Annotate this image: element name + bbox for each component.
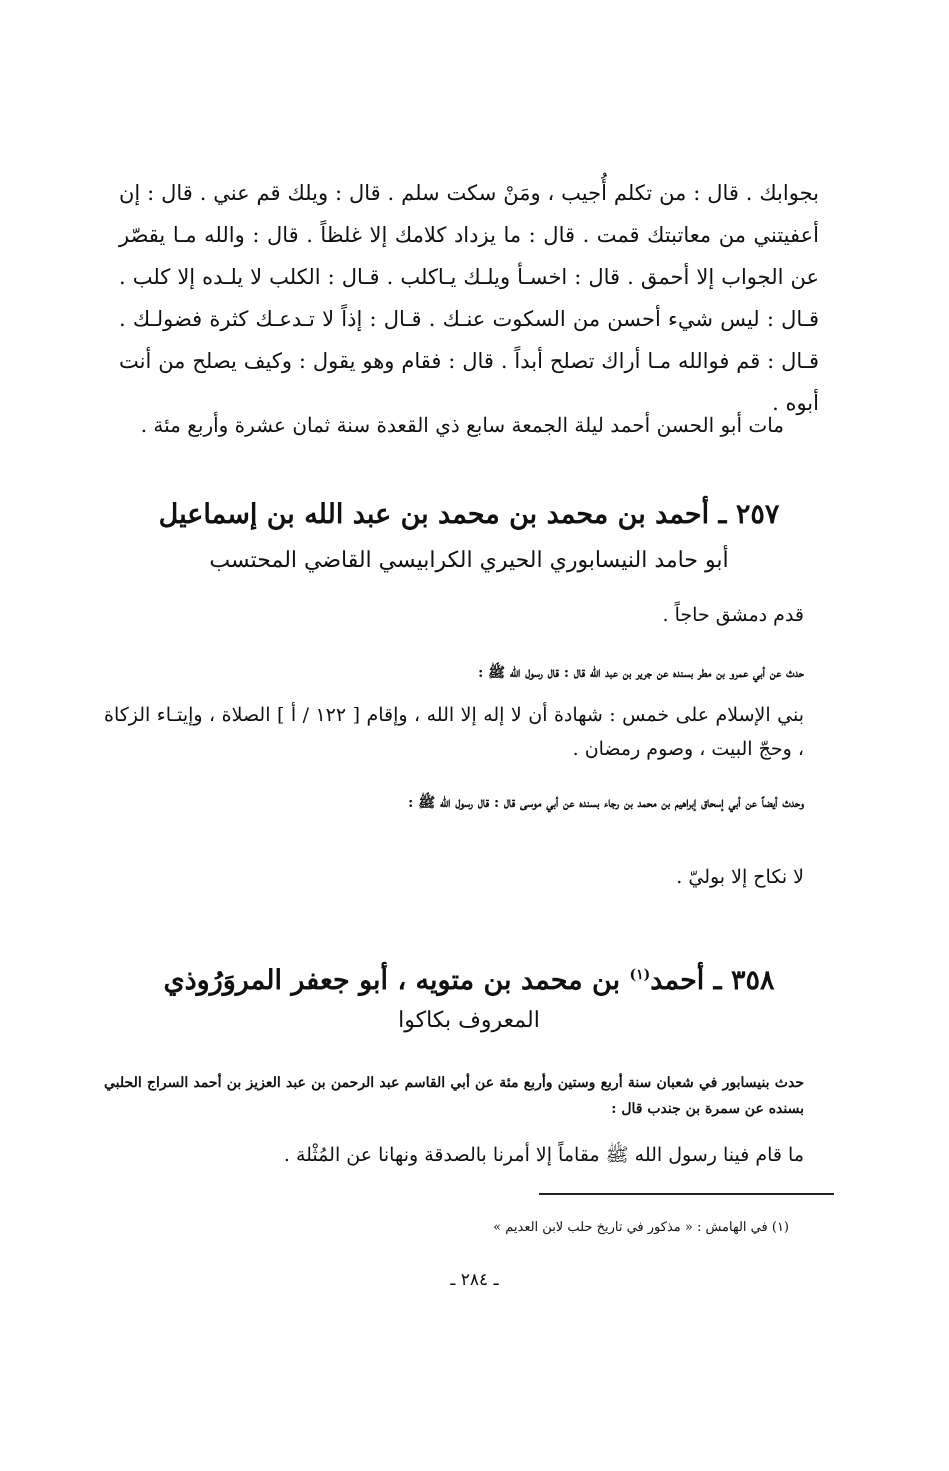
entry-358-title-end: بن محمد بن متويه ، أبو جعفر المروَرُوذي bbox=[163, 965, 630, 996]
entry-257-title: ٢٥٧ ـ أحمد بن محمد بن محمد بن عبد الله بن إسماعيل bbox=[158, 499, 780, 530]
page-number: ـ ٢٨٤ ـ bbox=[450, 1270, 499, 1290]
entry-257-note: قدم دمشق حاجاً . bbox=[662, 604, 804, 626]
entry-358-title-start: ٣٥٨ ـ أحمد bbox=[650, 965, 775, 996]
death-note: مات أبو الحسن أحمد ليلة الجمعة سابع ذي القعدة سنة ثمان عشرة وأربع مئة . bbox=[140, 413, 784, 437]
intro-paragraph: بجوابك . قال : من تكلم أُجيب ، ومَنْ سكت سلم . قال : ويلك قم عني . قال : إن أعفيتني من معاتبتك قمت . قال : ما يزداد كلامك إلا غلظاً . قال : والله مـا يقصّر عن الجواب إلا أحمق . قال : اخسـأ ويلـك يـاكلب . قـال : الكلب لا يلـده إلا كلب . قـال : ليس شيء أحسن من السكوت عنـك . قـال : إذاً لا تـدعـك كثرة فضولـك . قـال : قم فوالله مـا أراك تصلح أبداً . قال : فقام وهو يقول : وكيف يصلح من أنت أبوه . bbox=[119, 181, 819, 415]
footnote-divider bbox=[539, 1193, 834, 1195]
entry-358-isnad: حدث بنيسابور في شعبان سنة أربع وستين وأربع مئة عن أبي القاسم عبد الرحمن بن عبد العزيز بن أحمد السراج الحلبي بسنده عن سمرة بن جندب قال : bbox=[104, 1075, 804, 1117]
entry-358-subtitle: المعروف بكاكوا bbox=[398, 1008, 540, 1033]
entry-358-hadith: ما قام فينا رسول الله ﷺ مقاماً إلا أمرنا بالصدقة ونهانا عن المُثْلة . bbox=[283, 1144, 804, 1166]
footnote-marker: (١) bbox=[629, 967, 651, 983]
footnote: (١) في الهامش : « مذكور في تاريخ حلب لابن العديم » bbox=[493, 1220, 789, 1235]
entry-257-subtitle: أبو حامد النيسابوري الحيري الكرابيسي القاضي المحتسب bbox=[209, 548, 729, 573]
entry-257-isnad-2: وحدث أيضاً عن أبي إسحاق إبراهيم بن محمد بن رجاء بسنده عن أبي موسى قال : قال رسول الله ﷺ : bbox=[408, 795, 804, 811]
entry-257-isnad-1: حدث عن أبي عمرو بن مطر بسنده عن جرير بن عبد الله قال : قال رسول الله ﷺ : bbox=[478, 665, 804, 681]
entry-257-hadith-2: لا نكاح إلا بوليّ . bbox=[676, 866, 804, 888]
entry-358-title bbox=[119, 955, 819, 1001]
entry-257-hadith-1: بني الإسلام على خمس : شهادة أن لا إله إلا الله ، وإقام [ ١٢٢ / أ ] الصلاة ، وإيتـاء الزكاة ، وحجّ البيت ، وصوم رمضان . bbox=[104, 704, 804, 760]
